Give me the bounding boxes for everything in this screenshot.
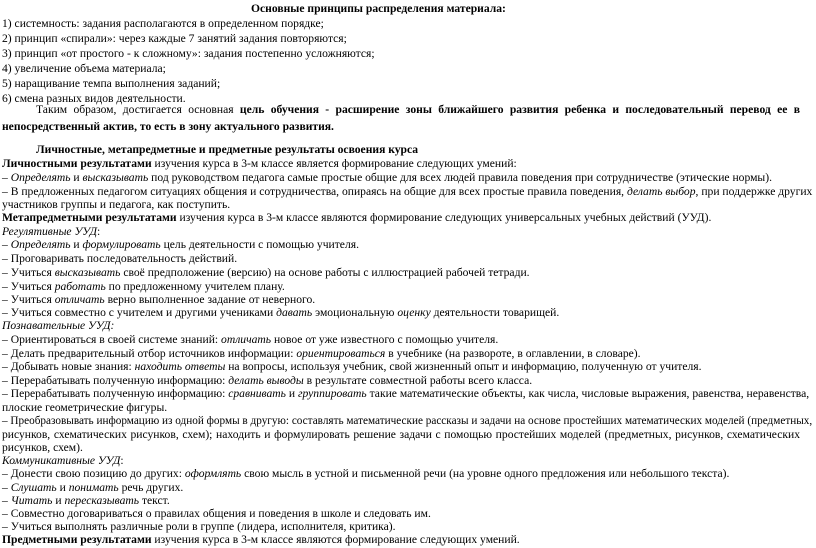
item-text: эмоциональную <box>312 306 398 320</box>
italic-term: отличать <box>54 292 105 306</box>
meta-results-intro <box>2 211 711 225</box>
principle-item: 1) системность: задания располагаются в определенном порядке; <box>2 17 324 30</box>
item-text: – В предложенных педагогом ситуациях общения и сотрудничества, опираясь на общие для всех простые правила поведения, <box>2 184 627 198</box>
item-text: новое от уже известного с помощью учителя. <box>271 333 499 347</box>
item-text: Перерабатывать полученную информацию: <box>10 374 229 388</box>
item-text: – Перерабатывать полученную информацию: <box>2 387 229 401</box>
dash: – <box>2 251 11 265</box>
italic-term: Определять <box>10 237 71 251</box>
item-text: под руководством педагога самые простые общие для всех людей правила поведения при сотрудничестве (этические нормы). <box>148 170 772 184</box>
regulatory-item <box>2 252 237 266</box>
communicative-label: Коммуникативные УУД <box>2 454 121 468</box>
italic-term: оформлять <box>184 467 242 481</box>
connector: и <box>285 387 298 401</box>
communicative-item <box>2 494 170 508</box>
item-text: , при поддержке других <box>695 184 813 198</box>
connector: и <box>56 481 69 494</box>
italic-term: ориентироваться <box>296 347 386 361</box>
dash: – <box>2 333 11 347</box>
subject-results-intro <box>2 533 520 547</box>
item-text: Добывать новые знания: <box>10 360 135 374</box>
italic-term: работать <box>54 279 106 293</box>
item-text: на вопросы, используя учебник, свой жизненный опыт и информацию, полученную от учителя. <box>225 360 702 374</box>
item-text: Проговаривать последовательность действий. <box>10 251 238 265</box>
italic-term: высказывать <box>82 170 149 184</box>
italic-term: Определять <box>10 170 71 184</box>
item-text: речь других. <box>118 481 184 494</box>
cognitive-item <box>2 347 641 361</box>
italic-term: давать <box>276 306 313 320</box>
connector: и <box>70 237 83 251</box>
dash: – <box>2 265 11 279</box>
dash: – <box>2 360 11 374</box>
meta-results-label: Метапредметными результатами <box>2 210 177 224</box>
dash: – <box>2 237 11 251</box>
dash: – <box>2 507 11 520</box>
item-text: Учиться выполнять различные роли в группе (лидера, исполнителя, критика). <box>10 520 396 533</box>
regulatory-item <box>2 293 315 307</box>
item-text: своё предположение (версию) на основе работы с иллюстрацией рабочей тетради. <box>120 265 530 279</box>
dash: – <box>2 467 11 481</box>
dash: – <box>2 494 11 507</box>
cognitive-heading: Познавательные УУД: <box>2 319 115 333</box>
communicative-item <box>2 520 396 534</box>
communicative-item <box>2 507 431 521</box>
cognitive-item <box>2 374 532 388</box>
cognitive-item: – Преобразовывать информацию из одной формы в другую: составлять математические рассказы и задачи на основе простейших математических моделей (предметных, <box>2 415 813 428</box>
dash: – <box>2 170 11 184</box>
item-text: свою мысль в устной и письменной речи (на уровне одного предложения или небольшого текста). <box>241 467 730 481</box>
intro-plain: Таким образом, достигается основная <box>36 103 240 116</box>
item-text: Учиться <box>10 292 55 306</box>
italic-term: группировать <box>297 387 367 401</box>
item-text: цель деятельности с помощью учителя. <box>160 237 359 251</box>
connector: и <box>52 494 65 507</box>
personal-results-label: Личностными результатами <box>2 156 152 170</box>
principles-title: Основные принципы распределения материала: <box>251 2 506 15</box>
item-text: Совместно договариваться о правилах общения и поведения в школе и следовать им. <box>10 507 431 520</box>
connector: и <box>70 170 83 184</box>
item-text: Делать предварительный отбор источников информации: <box>10 347 297 361</box>
principle-item: 3) принцип «от простого - к сложному»: задания постепенно усложняются; <box>2 47 375 60</box>
dash: – <box>2 292 11 306</box>
principle-item: 4) увеличение объема материала; <box>2 62 166 75</box>
regulatory-item <box>2 238 359 252</box>
item-text: Донести свою позицию до других: <box>10 467 185 481</box>
cognitive-item-continued: рисунков, схем). <box>2 441 83 455</box>
item-text: Учиться <box>10 265 55 279</box>
personal-results-text: изучения курса в 3-м классе является формирование следующих умений: <box>151 156 517 170</box>
intro-goal: цель обучения - расширение зоны ближайшего развития ребенка и последовательный перевод ее в непосредственный актив, то есть в зону актуального развития. <box>2 103 800 133</box>
intro-paragraph <box>2 101 800 135</box>
item-text: по предложенному учителем плану. <box>105 279 285 293</box>
regulatory-item <box>2 280 285 294</box>
colon: : <box>96 224 101 238</box>
subject-results-text: изучения курса в 3-м классе являются формирование следующих умений. <box>151 533 520 546</box>
italic-term: делать выводы <box>228 374 304 388</box>
item-text: такие математические объекты, как числа, числовые выражения, равенства, неравенства, <box>366 387 810 401</box>
results-heading: Личностные, метапредметные и предметные результаты освоения курса <box>36 143 419 156</box>
item-text: текст. <box>139 494 170 507</box>
cognitive-item <box>2 333 498 347</box>
regulatory-label: Регулятивные УУД <box>2 224 97 238</box>
communicative-heading <box>2 454 124 468</box>
dash: – <box>2 279 11 293</box>
principle-item: 6) смена разных видов деятельности. <box>2 92 186 105</box>
italic-term: пересказывать <box>64 494 140 507</box>
item-text: в учебнике (на развороте, в оглавлении, в словаре). <box>385 347 641 361</box>
cognitive-item-continued: рисунков, схематических рисунков, схем); находить и формулировать решение задачи с помощью простейших моделей (предметных, рисунков, схематических <box>2 428 800 442</box>
italic-term: Читать <box>10 494 53 507</box>
item-text: деятельности товарищей. <box>430 306 560 320</box>
subject-results-label: Предметными результатами <box>2 533 152 546</box>
personal-item <box>2 171 772 185</box>
personal-results-intro <box>2 157 517 171</box>
personal-item-continued: участников группы и педагога, как поступить. <box>2 197 231 211</box>
italic-term: сравнивать <box>228 387 286 401</box>
item-text: Ориентироваться в своей системе знаний: <box>10 333 222 347</box>
cognitive-item-continued: плоские геометрические фигуры. <box>2 401 168 415</box>
communicative-item <box>2 481 183 495</box>
communicative-item <box>2 467 729 481</box>
regulatory-heading <box>2 225 100 239</box>
italic-term: Слушать <box>10 481 57 494</box>
regulatory-item <box>2 306 559 320</box>
italic-term: оценку <box>397 306 431 320</box>
dash: – <box>2 306 11 320</box>
personal-item <box>2 185 812 199</box>
item-text: Учиться совместно с учителем и другими учениками <box>10 306 277 320</box>
italic-term: понимать <box>68 481 119 494</box>
italic-term: формулировать <box>82 237 161 251</box>
dash: – <box>2 520 11 533</box>
principle-item: 2) принцип «спирали»: через каждые 7 занятий задания повторяются; <box>2 32 347 45</box>
cognitive-item <box>2 387 809 401</box>
cognitive-item <box>2 360 702 374</box>
italic-term: отличать <box>221 333 272 347</box>
colon: : <box>120 454 124 468</box>
dash: – <box>2 374 11 388</box>
principle-item: 5) наращивание темпа выполнения заданий; <box>2 77 221 90</box>
item-text: верно выполненное задание от неверного. <box>104 292 316 306</box>
item-text: Учиться <box>10 279 55 293</box>
meta-results-text: изучения курса в 3-м классе являются формирование следующих универсальных учебных действий (УУД). <box>176 210 712 224</box>
italic-term: находить ответы <box>134 360 226 374</box>
italic-term: делать выбор <box>626 184 696 198</box>
item-text: в результате совместной работы всего класса. <box>303 374 533 388</box>
italic-term: высказывать <box>54 265 121 279</box>
dash: – <box>2 347 11 361</box>
regulatory-item <box>2 266 530 280</box>
dash: – <box>2 481 11 494</box>
